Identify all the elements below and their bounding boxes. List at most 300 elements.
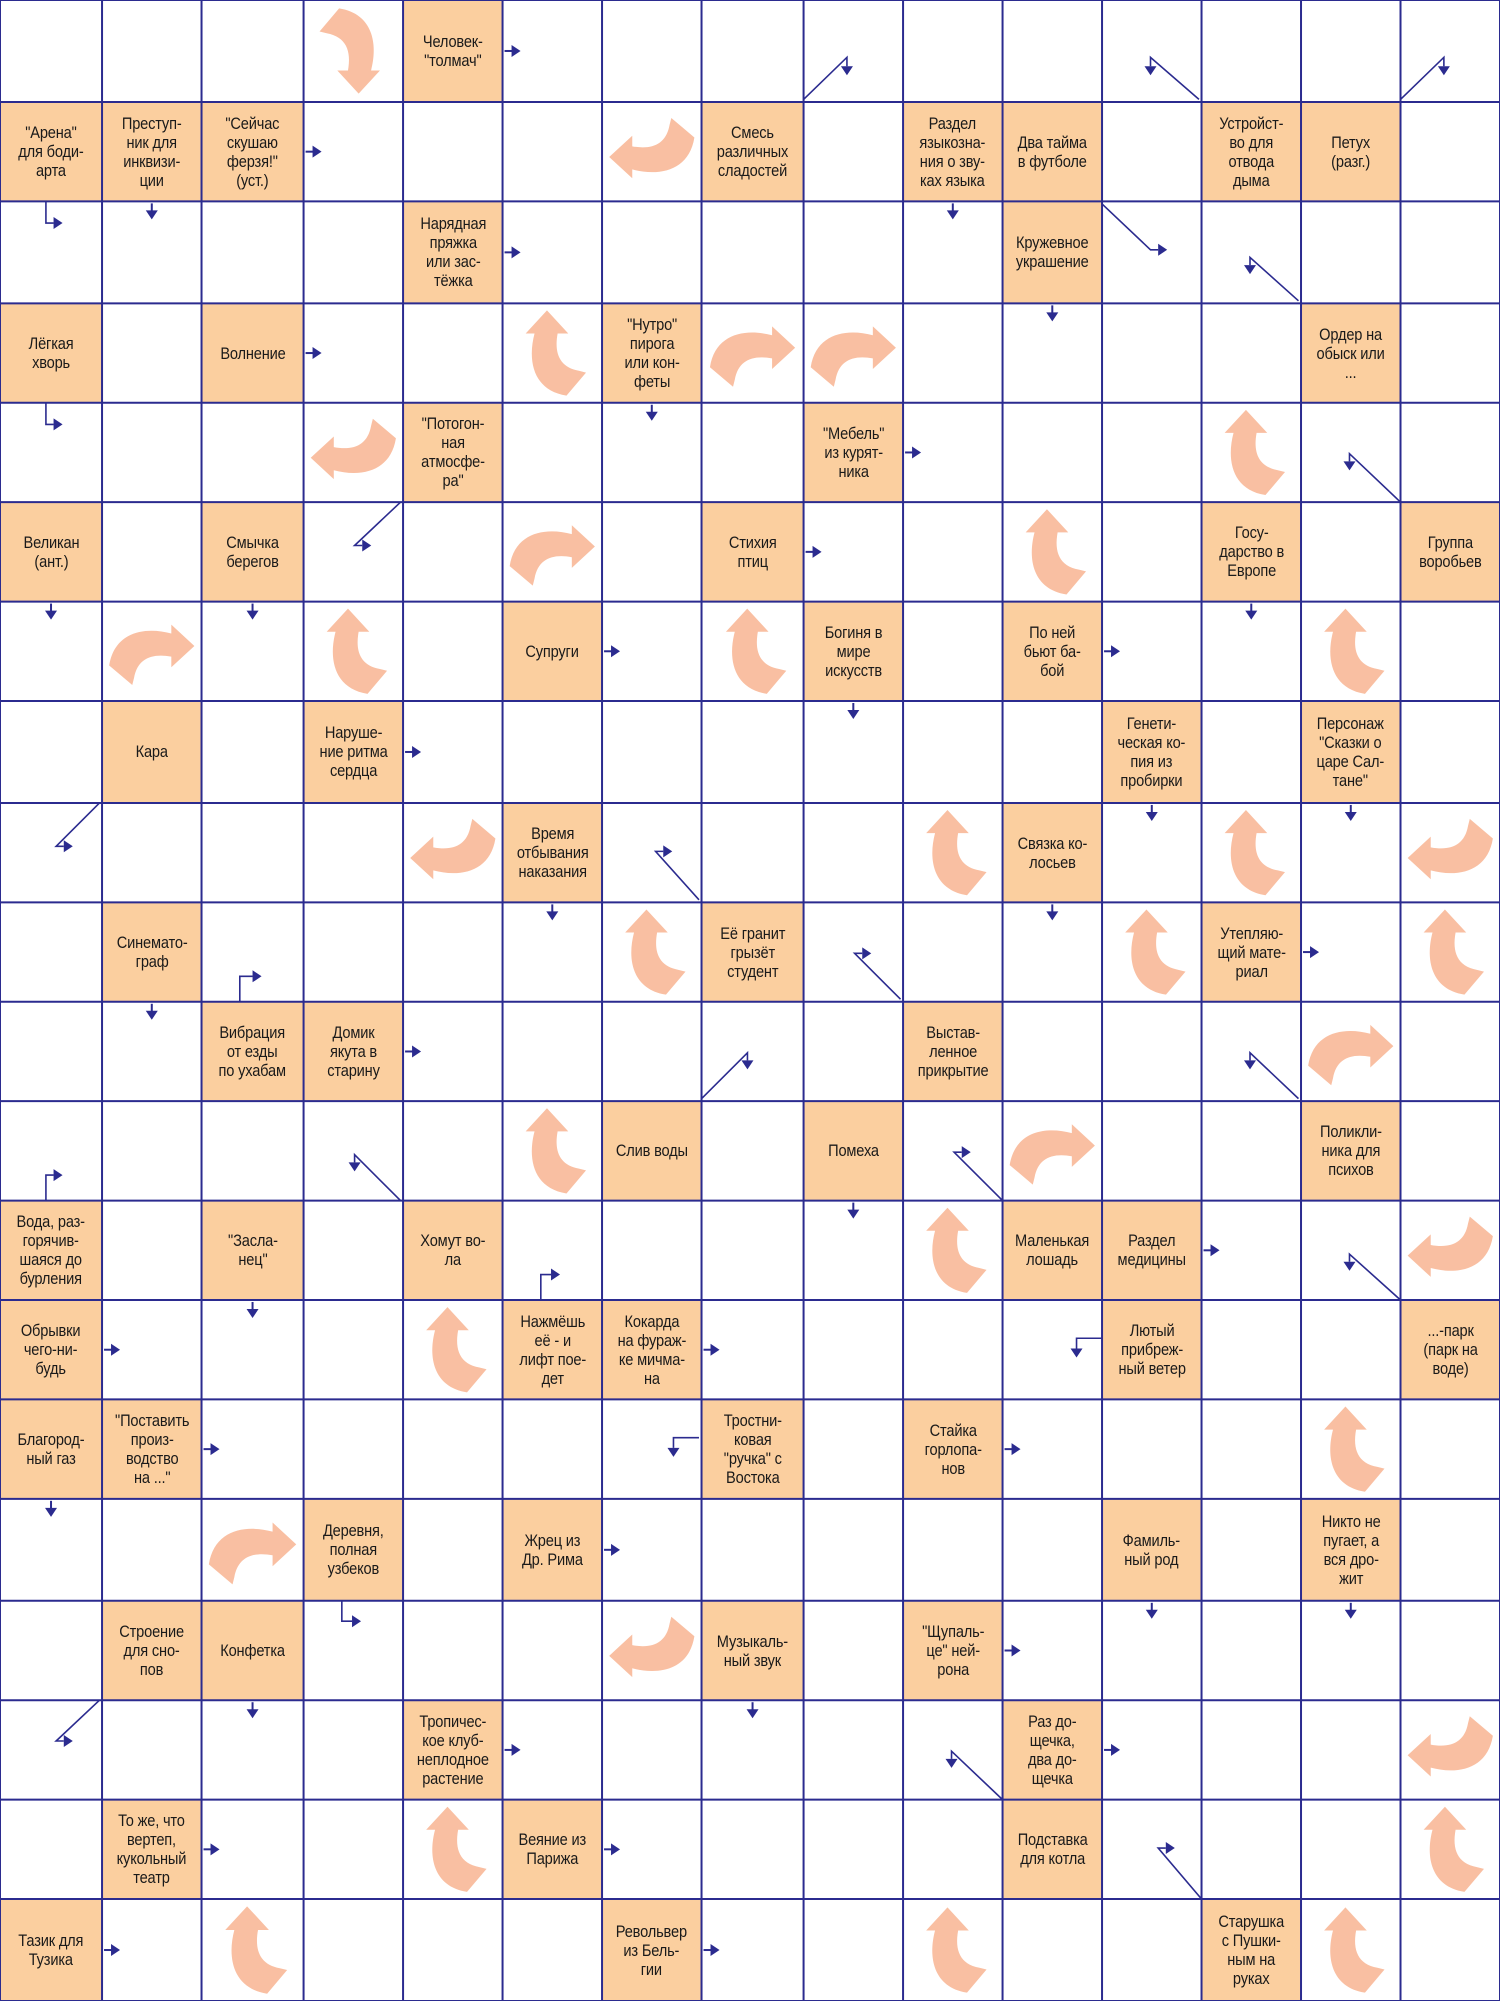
clue-text: Тростни- ковая "ручка" с Востока: [723, 1411, 782, 1488]
answer-cell[interactable]: [202, 1399, 304, 1498]
answer-cell[interactable]: [0, 803, 102, 902]
answer-cell[interactable]: [602, 403, 701, 502]
answer-cell[interactable]: [403, 303, 502, 402]
answer-cell[interactable]: [1102, 1700, 1201, 1799]
answer-cell[interactable]: [1301, 403, 1400, 502]
clue-text: Нажмёшь её - и лифт пое- дет: [518, 1311, 586, 1388]
clue-text: Ордер на обыск или ...: [1316, 324, 1385, 382]
answer-cell[interactable]: [602, 902, 701, 1001]
answer-cell[interactable]: [1401, 602, 1500, 701]
clue-cell: [702, 902, 804, 1001]
clue-text: Благород- ный газ: [17, 1430, 85, 1469]
answer-cell[interactable]: [804, 1601, 903, 1700]
clue-text: Револьвер из Бель- гии: [616, 1921, 688, 1979]
answer-cell[interactable]: [903, 902, 1002, 1001]
answer-cell[interactable]: [403, 602, 502, 701]
clue-cell: [1301, 701, 1400, 803]
answer-cell[interactable]: [102, 803, 201, 902]
answer-cell[interactable]: [304, 403, 403, 502]
answer-cell[interactable]: [1301, 1601, 1400, 1700]
answer-cell[interactable]: [202, 0, 304, 102]
answer-cell[interactable]: [602, 1800, 701, 1899]
answer-cell[interactable]: [804, 303, 903, 402]
answer-cell[interactable]: [304, 303, 403, 402]
answer-cell[interactable]: [702, 1300, 804, 1399]
answer-cell[interactable]: [1102, 0, 1201, 102]
answer-cell[interactable]: [1102, 1899, 1201, 2001]
answer-cell[interactable]: [503, 201, 602, 303]
clue-text: Связка ко- лосьев: [1017, 833, 1088, 872]
answer-cell[interactable]: [1102, 803, 1201, 902]
answer-cell[interactable]: [202, 803, 304, 902]
answer-cell[interactable]: [602, 1601, 701, 1700]
answer-cell[interactable]: [304, 0, 403, 102]
answer-cell[interactable]: [1102, 1399, 1201, 1498]
answer-cell[interactable]: [102, 303, 201, 402]
clue-cell: [0, 1300, 102, 1399]
answer-cell[interactable]: [702, 0, 804, 102]
clue-cell: [503, 803, 602, 902]
answer-cell[interactable]: [1202, 803, 1301, 902]
clue-text: "Нутро" пирога или кон- феты: [624, 315, 680, 392]
answer-cell[interactable]: [1202, 201, 1301, 303]
answer-cell[interactable]: [1401, 803, 1500, 902]
answer-cell[interactable]: [1301, 201, 1400, 303]
answer-cell[interactable]: [1003, 502, 1102, 601]
answer-cell[interactable]: [403, 102, 502, 201]
answer-cell[interactable]: [1401, 303, 1500, 402]
answer-cell[interactable]: [702, 1101, 804, 1200]
answer-cell[interactable]: [304, 1601, 403, 1700]
answer-cell[interactable]: [1202, 1002, 1301, 1101]
clue-cell: [804, 602, 903, 701]
answer-cell[interactable]: [1202, 303, 1301, 402]
answer-cell[interactable]: [602, 1002, 701, 1101]
answer-cell[interactable]: [1202, 1101, 1301, 1200]
answer-cell[interactable]: [602, 102, 701, 201]
answer-cell[interactable]: [503, 403, 602, 502]
answer-cell[interactable]: [304, 1700, 403, 1799]
clue-cell: [0, 102, 102, 201]
clue-cell: [0, 1899, 102, 2001]
answer-cell[interactable]: [903, 0, 1002, 102]
answer-cell[interactable]: [1301, 803, 1400, 902]
answer-cell[interactable]: [602, 201, 701, 303]
answer-cell[interactable]: [1401, 1499, 1500, 1601]
answer-cell[interactable]: [1401, 102, 1500, 201]
answer-cell[interactable]: [1301, 1399, 1400, 1498]
answer-cell[interactable]: [1301, 902, 1400, 1001]
answer-cell[interactable]: [0, 602, 102, 701]
answer-cell[interactable]: [0, 1101, 102, 1200]
answer-cell[interactable]: [804, 0, 903, 102]
answer-cell[interactable]: [903, 303, 1002, 402]
answer-cell[interactable]: [1301, 1899, 1400, 2001]
answer-cell[interactable]: [1202, 403, 1301, 502]
answer-cell[interactable]: [304, 201, 403, 303]
answer-cell[interactable]: [602, 701, 701, 803]
clue-text: Устройст- во для отвода дыма: [1219, 113, 1284, 190]
answer-cell[interactable]: [1202, 1399, 1301, 1498]
answer-cell[interactable]: [0, 1499, 102, 1601]
answer-cell[interactable]: [1401, 1700, 1500, 1799]
answer-cell[interactable]: [702, 701, 804, 803]
answer-cell[interactable]: [1102, 1101, 1201, 1200]
answer-cell[interactable]: [0, 1700, 102, 1799]
answer-cell[interactable]: [503, 902, 602, 1001]
answer-cell[interactable]: [1102, 1002, 1201, 1101]
answer-cell[interactable]: [702, 1002, 804, 1101]
answer-cell[interactable]: [1202, 1800, 1301, 1899]
answer-cell[interactable]: [1301, 602, 1400, 701]
answer-cell[interactable]: [0, 1800, 102, 1899]
answer-cell[interactable]: [403, 1800, 502, 1899]
clue-cell: [304, 1002, 403, 1101]
answer-cell[interactable]: [602, 502, 701, 601]
answer-cell[interactable]: [1102, 602, 1201, 701]
clue-cell: [0, 303, 102, 402]
clue-cell: [503, 1800, 602, 1899]
answer-cell[interactable]: [1202, 0, 1301, 102]
answer-cell[interactable]: [202, 1499, 304, 1601]
answer-cell[interactable]: [1301, 1300, 1400, 1399]
answer-cell[interactable]: [1202, 602, 1301, 701]
answer-cell[interactable]: [1102, 902, 1201, 1001]
answer-cell[interactable]: [304, 602, 403, 701]
answer-cell[interactable]: [1003, 1002, 1102, 1101]
clue-cell: [202, 1601, 304, 1700]
answer-cell[interactable]: [1102, 1601, 1201, 1700]
answer-cell[interactable]: [1401, 1201, 1500, 1300]
answer-cell[interactable]: [702, 1700, 804, 1799]
answer-cell[interactable]: [0, 403, 102, 502]
answer-cell[interactable]: [1003, 1601, 1102, 1700]
clue-cell: [602, 1101, 701, 1200]
answer-cell[interactable]: [304, 102, 403, 201]
answer-cell[interactable]: [702, 602, 804, 701]
answer-cell[interactable]: [202, 1899, 304, 2001]
answer-cell[interactable]: [1003, 701, 1102, 803]
answer-cell[interactable]: [602, 1499, 701, 1601]
answer-cell[interactable]: [202, 1800, 304, 1899]
answer-cell[interactable]: [202, 403, 304, 502]
clue-cell: [403, 0, 502, 102]
answer-cell[interactable]: [903, 701, 1002, 803]
answer-cell[interactable]: [804, 1201, 903, 1300]
answer-cell[interactable]: [1202, 1499, 1301, 1601]
answer-cell[interactable]: [1003, 1399, 1102, 1498]
answer-cell[interactable]: [0, 0, 102, 102]
answer-cell[interactable]: [702, 1201, 804, 1300]
answer-cell[interactable]: [403, 1499, 502, 1601]
answer-cell[interactable]: [503, 1101, 602, 1200]
answer-cell[interactable]: [702, 303, 804, 402]
answer-cell[interactable]: [903, 1700, 1002, 1799]
answer-cell[interactable]: [702, 1800, 804, 1899]
answer-cell[interactable]: [903, 502, 1002, 601]
clue-text: Преступ- ник для инквизи- ции: [121, 113, 182, 190]
answer-cell[interactable]: [1301, 1201, 1400, 1300]
clue-cell: [702, 1601, 804, 1700]
answer-cell[interactable]: [1401, 0, 1500, 102]
answer-cell[interactable]: [102, 602, 201, 701]
answer-cell[interactable]: [503, 1201, 602, 1300]
answer-cell[interactable]: [804, 1002, 903, 1101]
answer-cell[interactable]: [903, 1300, 1002, 1399]
answer-cell[interactable]: [102, 1201, 201, 1300]
answer-cell[interactable]: [804, 1700, 903, 1799]
answer-cell[interactable]: [1102, 102, 1201, 201]
answer-cell[interactable]: [1003, 1101, 1102, 1200]
answer-cell[interactable]: [202, 1300, 304, 1399]
clue-text: Госу- дарство в Европе: [1218, 523, 1284, 581]
answer-cell[interactable]: [1401, 1899, 1500, 2001]
answer-cell[interactable]: [702, 201, 804, 303]
clue-cell: [1202, 102, 1301, 201]
answer-cell[interactable]: [602, 0, 701, 102]
clue-text: Два тайма в футболе: [1017, 132, 1087, 171]
answer-cell[interactable]: [304, 1300, 403, 1399]
answer-cell[interactable]: [602, 1399, 701, 1498]
answer-cell[interactable]: [702, 803, 804, 902]
answer-cell[interactable]: [503, 303, 602, 402]
answer-cell[interactable]: [202, 1101, 304, 1200]
answer-cell[interactable]: [0, 902, 102, 1001]
clue-cell: [1003, 201, 1102, 303]
answer-cell[interactable]: [0, 701, 102, 803]
answer-cell[interactable]: [503, 102, 602, 201]
clue-text: "Засла- нец": [227, 1231, 278, 1270]
answer-cell[interactable]: [602, 1201, 701, 1300]
answer-cell[interactable]: [1003, 303, 1102, 402]
answer-cell[interactable]: [403, 1101, 502, 1200]
answer-cell[interactable]: [1401, 701, 1500, 803]
answer-cell[interactable]: [804, 201, 903, 303]
answer-cell[interactable]: [903, 403, 1002, 502]
answer-cell[interactable]: [102, 1700, 201, 1799]
clue-text: Смесь различных сладостей: [716, 123, 789, 181]
clue-cell: [102, 1601, 201, 1700]
answer-cell[interactable]: [304, 1101, 403, 1200]
clue-cell: [202, 1002, 304, 1101]
answer-cell[interactable]: [1202, 1300, 1301, 1399]
answer-cell[interactable]: [1003, 403, 1102, 502]
clue-text: Время отбывания наказания: [516, 824, 589, 882]
clue-cell: [304, 701, 403, 803]
answer-cell[interactable]: [403, 1002, 502, 1101]
answer-cell[interactable]: [102, 1101, 201, 1200]
answer-cell[interactable]: [1003, 902, 1102, 1001]
clue-text: Маленькая лошадь: [1015, 1231, 1090, 1270]
clue-text: Хомут во- ла: [420, 1231, 486, 1270]
answer-cell[interactable]: [702, 403, 804, 502]
answer-cell[interactable]: [1102, 502, 1201, 601]
clue-cell: [102, 701, 201, 803]
clue-text: Синемато- граф: [116, 933, 188, 972]
clue-cell: [102, 1399, 201, 1498]
answer-cell[interactable]: [0, 1601, 102, 1700]
answer-cell[interactable]: [804, 701, 903, 803]
answer-cell[interactable]: [102, 403, 201, 502]
answer-cell[interactable]: [304, 1399, 403, 1498]
answer-cell[interactable]: [102, 1499, 201, 1601]
clue-text: Утепляю- щий мате- риал: [1217, 923, 1286, 981]
answer-cell[interactable]: [804, 102, 903, 201]
answer-cell[interactable]: [903, 803, 1002, 902]
answer-cell[interactable]: [1102, 1800, 1201, 1899]
answer-cell[interactable]: [804, 1300, 903, 1399]
clue-cell: [1102, 1499, 1201, 1601]
answer-cell[interactable]: [804, 1800, 903, 1899]
answer-cell[interactable]: [1202, 1601, 1301, 1700]
answer-cell[interactable]: [804, 1499, 903, 1601]
answer-cell[interactable]: [503, 502, 602, 601]
answer-cell[interactable]: [1301, 1800, 1400, 1899]
answer-cell[interactable]: [304, 803, 403, 902]
answer-cell[interactable]: [503, 1399, 602, 1498]
answer-cell[interactable]: [304, 1800, 403, 1899]
answer-cell[interactable]: [804, 803, 903, 902]
clue-text: Помеха: [827, 1141, 879, 1161]
answer-cell[interactable]: [1301, 0, 1400, 102]
answer-cell[interactable]: [102, 1899, 201, 2001]
answer-cell[interactable]: [304, 902, 403, 1001]
clue-cell: [0, 502, 102, 601]
clue-text: Супруги: [525, 641, 579, 661]
answer-cell[interactable]: [1401, 403, 1500, 502]
clue-cell: [202, 1201, 304, 1300]
answer-cell[interactable]: [702, 1499, 804, 1601]
answer-cell[interactable]: [903, 1899, 1002, 2001]
answer-cell[interactable]: [903, 1101, 1002, 1200]
answer-cell[interactable]: [1102, 403, 1201, 502]
answer-cell[interactable]: [202, 201, 304, 303]
answer-cell[interactable]: [804, 902, 903, 1001]
clue-text: Обрывки чего-ни- будь: [21, 1321, 81, 1379]
clue-text: Вода, раз- горячив- шаяся до бурления: [16, 1212, 86, 1289]
clue-cell: [702, 102, 804, 201]
clue-cell: [102, 102, 201, 201]
answer-cell[interactable]: [0, 1002, 102, 1101]
answer-cell[interactable]: [1301, 502, 1400, 601]
answer-cell[interactable]: [503, 1899, 602, 2001]
answer-cell[interactable]: [1401, 1101, 1500, 1200]
clue-text: Петух (разг.): [1331, 132, 1371, 171]
clue-cell: [102, 902, 201, 1001]
answer-cell[interactable]: [804, 1399, 903, 1498]
answer-cell[interactable]: [1401, 1601, 1500, 1700]
answer-cell[interactable]: [304, 502, 403, 601]
answer-cell[interactable]: [503, 1700, 602, 1799]
answer-cell[interactable]: [903, 1499, 1002, 1601]
clue-text: Вибрация от езды по ухабам: [218, 1022, 287, 1080]
clue-text: Стайка горлопа- нов: [924, 1420, 982, 1478]
answer-cell[interactable]: [602, 803, 701, 902]
answer-cell[interactable]: [903, 1201, 1002, 1300]
clue-text: Старушка с Пушки- ным на руках: [1218, 1912, 1285, 1988]
answer-cell[interactable]: [202, 602, 304, 701]
answer-cell[interactable]: [304, 1201, 403, 1300]
answer-cell[interactable]: [602, 602, 701, 701]
clue-cell: [1202, 902, 1301, 1001]
answer-cell[interactable]: [903, 1800, 1002, 1899]
answer-cell[interactable]: [102, 502, 201, 601]
answer-cell[interactable]: [1003, 1300, 1102, 1399]
answer-cell[interactable]: [1102, 303, 1201, 402]
answer-cell[interactable]: [804, 1899, 903, 2001]
answer-cell[interactable]: [304, 1899, 403, 2001]
clue-cell: [1003, 803, 1102, 902]
answer-cell[interactable]: [102, 1300, 201, 1399]
answer-cell[interactable]: [702, 1899, 804, 2001]
answer-cell[interactable]: [1401, 902, 1500, 1001]
answer-cell[interactable]: [503, 1601, 602, 1700]
answer-cell[interactable]: [403, 902, 502, 1001]
answer-cell[interactable]: [202, 701, 304, 803]
answer-cell[interactable]: [1401, 1800, 1500, 1899]
answer-cell[interactable]: [1202, 701, 1301, 803]
answer-cell[interactable]: [1202, 1700, 1301, 1799]
answer-cell[interactable]: [602, 1700, 701, 1799]
answer-cell[interactable]: [403, 1300, 502, 1399]
answer-cell[interactable]: [403, 1601, 502, 1700]
clue-cell: [202, 303, 304, 402]
answer-cell[interactable]: [1401, 1002, 1500, 1101]
answer-cell[interactable]: [1102, 201, 1201, 303]
clue-text: Наруше- ние ритма сердца: [319, 723, 388, 781]
clue-text: "Потогон- ная атмосфе- ра": [420, 414, 485, 491]
clue-cell: [403, 403, 502, 502]
clue-text: Раз до- щечка, два до- щечка: [1027, 1711, 1077, 1788]
clue-cell: [1202, 1899, 1301, 2001]
answer-cell[interactable]: [102, 0, 201, 102]
answer-cell[interactable]: [1301, 1002, 1400, 1101]
answer-cell[interactable]: [1301, 1700, 1400, 1799]
clue-text: Человек- "толмач": [422, 31, 483, 70]
answer-cell[interactable]: [503, 1002, 602, 1101]
answer-cell[interactable]: [202, 1700, 304, 1799]
answer-cell[interactable]: [804, 502, 903, 601]
answer-cell[interactable]: [1003, 1499, 1102, 1601]
answer-cell[interactable]: [503, 701, 602, 803]
clue-cell: [903, 1002, 1002, 1101]
answer-cell[interactable]: [403, 701, 502, 803]
answer-cell[interactable]: [503, 0, 602, 102]
answer-cell[interactable]: [0, 201, 102, 303]
answer-cell[interactable]: [202, 902, 304, 1001]
clue-text: Поликли- ника для психов: [1319, 1122, 1382, 1180]
answer-cell[interactable]: [102, 1002, 201, 1101]
answer-cell[interactable]: [1202, 1201, 1301, 1300]
clue-cell: [1102, 1201, 1201, 1300]
clue-cell: [1301, 303, 1400, 402]
answer-cell[interactable]: [403, 502, 502, 601]
answer-cell[interactable]: [903, 602, 1002, 701]
answer-cell[interactable]: [102, 201, 201, 303]
answer-cell[interactable]: [403, 803, 502, 902]
answer-cell[interactable]: [403, 1899, 502, 2001]
answer-cell[interactable]: [1003, 0, 1102, 102]
clue-cell: [1003, 1201, 1102, 1300]
clue-text: "Поставить произ- водство на ...": [114, 1411, 189, 1488]
answer-cell[interactable]: [1401, 1399, 1500, 1498]
answer-cell[interactable]: [903, 201, 1002, 303]
clue-text: "Арена" для боди- арта: [18, 123, 84, 181]
answer-cell[interactable]: [403, 1399, 502, 1498]
answer-cell[interactable]: [1003, 1899, 1102, 2001]
answer-cell[interactable]: [1401, 201, 1500, 303]
clue-text: Генети- ческая ко- пия из пробирки: [1117, 713, 1186, 790]
